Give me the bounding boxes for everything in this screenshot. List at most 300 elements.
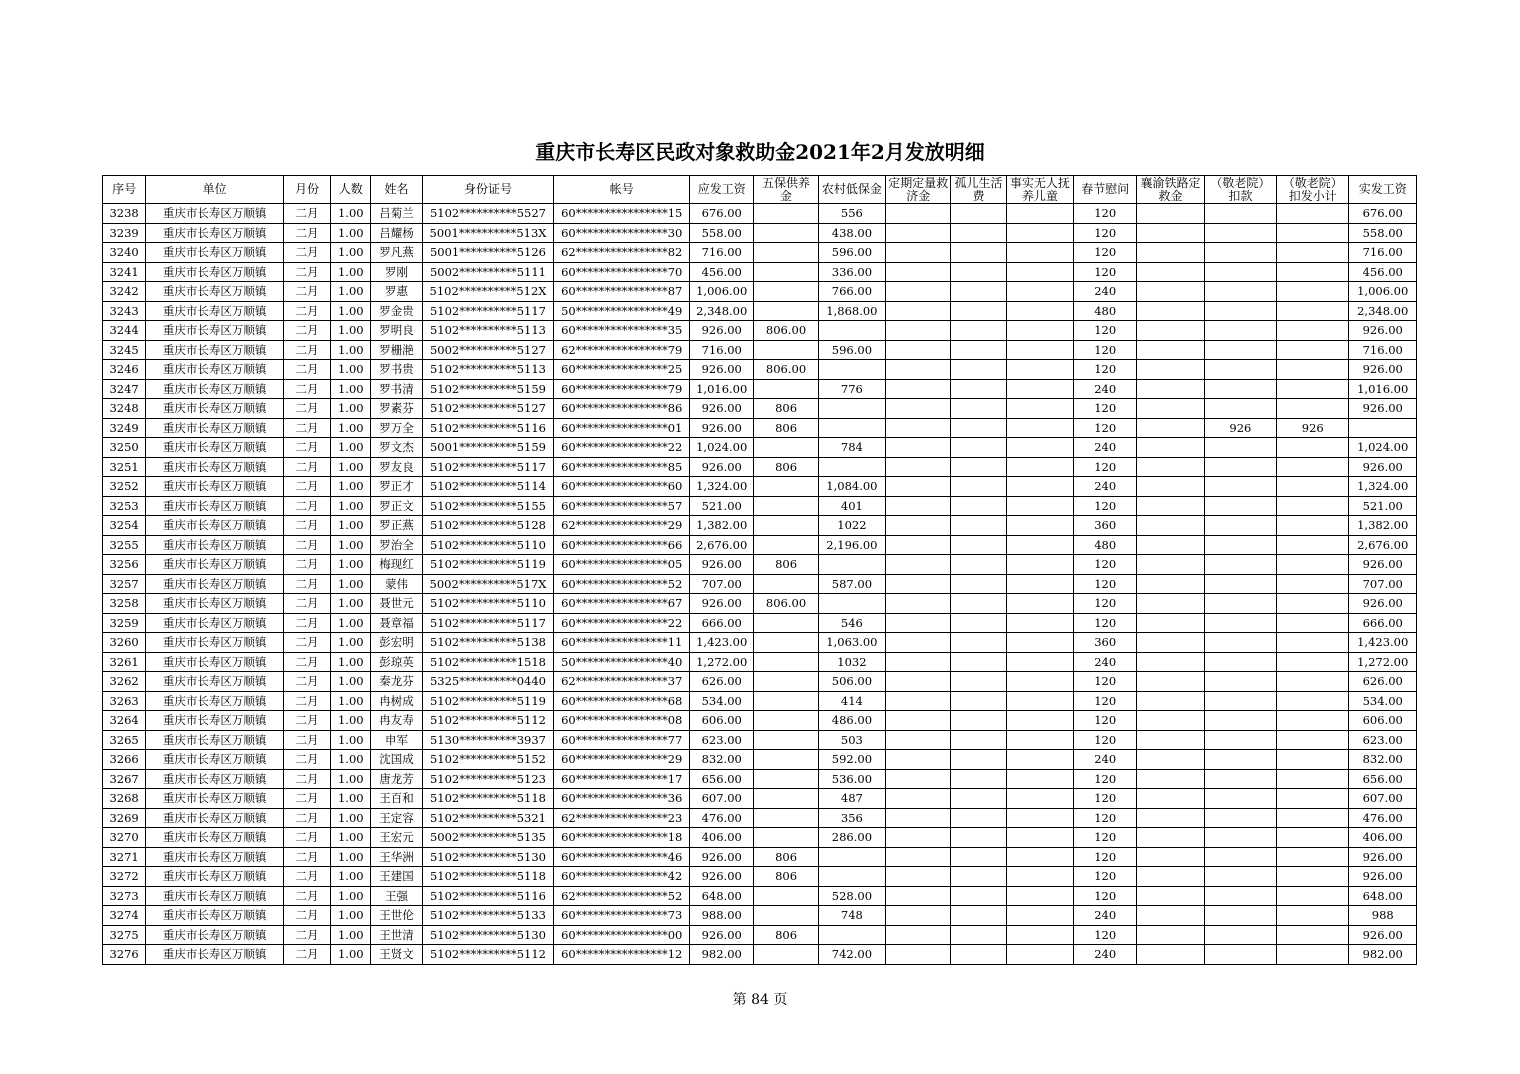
- table-row: [103, 574, 1417, 594]
- column-header: 五保供养金: [754, 176, 818, 204]
- table-cell: [1137, 730, 1204, 750]
- table-cell: [1137, 613, 1204, 633]
- table-cell: 3239: [103, 223, 146, 243]
- table-cell: 406.00: [690, 828, 754, 848]
- table-cell: [1277, 516, 1349, 536]
- table-cell: 60****************79: [554, 379, 690, 399]
- table-cell: 5002**********5111: [422, 262, 554, 282]
- table-cell: 596.00: [818, 243, 885, 263]
- table-cell: 重庆市长寿区万顺镇: [146, 750, 284, 770]
- table-cell: [1204, 808, 1276, 828]
- table-cell: 1,063.00: [818, 633, 885, 653]
- table-cell: 3254: [103, 516, 146, 536]
- table-cell: 5102**********5138: [422, 633, 554, 653]
- table-cell: [1006, 301, 1073, 321]
- table-cell: 456.00: [690, 262, 754, 282]
- table-cell: [1204, 262, 1276, 282]
- table-cell: 罗金贵: [371, 301, 422, 321]
- table-cell: 120: [1074, 457, 1137, 477]
- table-cell: [1006, 535, 1073, 555]
- table-cell: [1277, 808, 1349, 828]
- table-cell: [951, 672, 1006, 692]
- table-cell: 60****************22: [554, 438, 690, 458]
- table-cell: 1.00: [331, 750, 371, 770]
- table-cell: [951, 496, 1006, 516]
- table-cell: 776: [818, 379, 885, 399]
- table-cell: 二月: [283, 438, 330, 458]
- table-cell: [1006, 789, 1073, 809]
- table-cell: [1277, 262, 1349, 282]
- table-cell: [886, 750, 951, 770]
- table-cell: [1137, 477, 1204, 497]
- table-cell: 1,016.00: [690, 379, 754, 399]
- table-cell: 648.00: [1349, 886, 1417, 906]
- table-cell: 罗文杰: [371, 438, 422, 458]
- table-cell: 重庆市长寿区万顺镇: [146, 418, 284, 438]
- table-cell: 重庆市长寿区万顺镇: [146, 945, 284, 965]
- table-cell: 1.00: [331, 223, 371, 243]
- table-cell: [754, 945, 818, 965]
- table-cell: [886, 399, 951, 419]
- table-cell: 重庆市长寿区万顺镇: [146, 925, 284, 945]
- table-cell: 3259: [103, 613, 146, 633]
- table-cell: 120: [1074, 808, 1137, 828]
- table-cell: 414: [818, 691, 885, 711]
- table-cell: 716.00: [690, 340, 754, 360]
- table-cell: 1,423.00: [1349, 633, 1417, 653]
- table-cell: [1137, 457, 1204, 477]
- table-cell: 5102**********5155: [422, 496, 554, 516]
- table-cell: [951, 945, 1006, 965]
- table-cell: [1277, 789, 1349, 809]
- table-cell: 1.00: [331, 535, 371, 555]
- table-cell: 5102**********5113: [422, 321, 554, 341]
- table-cell: 重庆市长寿区万顺镇: [146, 769, 284, 789]
- table-cell: 3244: [103, 321, 146, 341]
- table-cell: [1277, 399, 1349, 419]
- table-cell: [1006, 886, 1073, 906]
- table-cell: 重庆市长寿区万顺镇: [146, 828, 284, 848]
- table-cell: [886, 711, 951, 731]
- table-cell: 3251: [103, 457, 146, 477]
- table-cell: [1137, 652, 1204, 672]
- table-cell: 唐龙芳: [371, 769, 422, 789]
- table-cell: 3245: [103, 340, 146, 360]
- table-row: [103, 730, 1417, 750]
- table-cell: [754, 828, 818, 848]
- table-cell: 重庆市长寿区万顺镇: [146, 789, 284, 809]
- table-cell: [886, 340, 951, 360]
- table-cell: [886, 886, 951, 906]
- column-header: 姓名: [371, 176, 422, 204]
- column-header: 农村低保金: [818, 176, 885, 204]
- table-cell: [1204, 750, 1276, 770]
- table-cell: [886, 789, 951, 809]
- table-cell: 62****************37: [554, 672, 690, 692]
- table-cell: [886, 906, 951, 926]
- table-cell: 5102**********5112: [422, 711, 554, 731]
- table-cell: 60****************52: [554, 574, 690, 594]
- table-cell: [886, 204, 951, 224]
- table-cell: [818, 399, 885, 419]
- table-cell: [951, 262, 1006, 282]
- table-cell: 806.00: [754, 594, 818, 614]
- table-cell: 120: [1074, 496, 1137, 516]
- table-cell: 5102**********5114: [422, 477, 554, 497]
- table-cell: 1.00: [331, 613, 371, 633]
- table-cell: 480: [1074, 535, 1137, 555]
- table-cell: 5102**********5110: [422, 594, 554, 614]
- table-cell: 1.00: [331, 438, 371, 458]
- table-cell: 3257: [103, 574, 146, 594]
- table-cell: [754, 633, 818, 653]
- table-cell: 336.00: [818, 262, 885, 282]
- table-cell: [1204, 379, 1276, 399]
- table-cell: [1277, 711, 1349, 731]
- table-cell: 982.00: [1349, 945, 1417, 965]
- table-cell: 2,348.00: [690, 301, 754, 321]
- table-cell: [1137, 769, 1204, 789]
- table-cell: [1006, 672, 1073, 692]
- table-row: [103, 945, 1417, 965]
- table-cell: 62****************29: [554, 516, 690, 536]
- table-cell: 240: [1074, 945, 1137, 965]
- table-cell: [886, 594, 951, 614]
- table-row: [103, 418, 1417, 438]
- column-header: 身份证号: [422, 176, 554, 204]
- table-cell: [951, 418, 1006, 438]
- table-cell: [754, 379, 818, 399]
- table-cell: 120: [1074, 867, 1137, 887]
- table-cell: [1277, 672, 1349, 692]
- table-cell: [1006, 574, 1073, 594]
- table-cell: [1137, 750, 1204, 770]
- table-cell: [1137, 672, 1204, 692]
- table-row: [103, 457, 1417, 477]
- table-cell: 3267: [103, 769, 146, 789]
- table-cell: [1006, 750, 1073, 770]
- table-cell: [1204, 906, 1276, 926]
- table-cell: 王世伦: [371, 906, 422, 926]
- table-cell: [886, 516, 951, 536]
- table-cell: 彭琼英: [371, 652, 422, 672]
- table-cell: [754, 613, 818, 633]
- table-cell: 60****************87: [554, 282, 690, 302]
- table-cell: [818, 457, 885, 477]
- table-cell: 60****************86: [554, 399, 690, 419]
- table-cell: 二月: [283, 262, 330, 282]
- table-cell: 806: [754, 418, 818, 438]
- table-cell: 401: [818, 496, 885, 516]
- table-cell: [886, 925, 951, 945]
- table-row: [103, 750, 1417, 770]
- table-cell: 120: [1074, 847, 1137, 867]
- table-cell: 二月: [283, 808, 330, 828]
- table-cell: [886, 360, 951, 380]
- table-cell: 重庆市长寿区万顺镇: [146, 360, 284, 380]
- table-cell: 罗正才: [371, 477, 422, 497]
- table-cell: [754, 204, 818, 224]
- table-cell: 676.00: [690, 204, 754, 224]
- table-cell: [951, 399, 1006, 419]
- table-row: [103, 808, 1417, 828]
- table-cell: [1277, 867, 1349, 887]
- table-cell: [1137, 535, 1204, 555]
- table-cell: [1204, 457, 1276, 477]
- column-header: 定期定量救济金: [886, 176, 951, 204]
- table-cell: [1137, 555, 1204, 575]
- table-cell: [1137, 340, 1204, 360]
- table-cell: 5130**********3937: [422, 730, 554, 750]
- table-cell: 60****************67: [554, 594, 690, 614]
- table-row: [103, 886, 1417, 906]
- table-cell: [886, 243, 951, 263]
- table-cell: 1.00: [331, 379, 371, 399]
- table-cell: [1204, 613, 1276, 633]
- table-cell: 5102**********5118: [422, 789, 554, 809]
- table-cell: 707.00: [1349, 574, 1417, 594]
- table-cell: 3240: [103, 243, 146, 263]
- table-cell: [754, 262, 818, 282]
- table-cell: [1277, 613, 1349, 633]
- table-cell: [1006, 496, 1073, 516]
- table-cell: 926: [1277, 418, 1349, 438]
- table-cell: 120: [1074, 574, 1137, 594]
- table-cell: [1204, 477, 1276, 497]
- table-cell: 5001**********5126: [422, 243, 554, 263]
- table-cell: [1137, 418, 1204, 438]
- table-cell: 二月: [283, 769, 330, 789]
- table-cell: 60****************60: [554, 477, 690, 497]
- table-cell: [1006, 282, 1073, 302]
- table-cell: 926.00: [1349, 925, 1417, 945]
- column-header: 序号: [103, 176, 146, 204]
- table-cell: 5102**********5152: [422, 750, 554, 770]
- table-cell: [1006, 867, 1073, 887]
- table-cell: 534.00: [690, 691, 754, 711]
- table-cell: [1277, 457, 1349, 477]
- table-cell: 1,006.00: [1349, 282, 1417, 302]
- table-cell: [886, 691, 951, 711]
- table-cell: 1.00: [331, 262, 371, 282]
- table-cell: [951, 555, 1006, 575]
- table-cell: 重庆市长寿区万顺镇: [146, 633, 284, 653]
- table-cell: 926.00: [690, 555, 754, 575]
- table-cell: 重庆市长寿区万顺镇: [146, 613, 284, 633]
- table-cell: 二月: [283, 496, 330, 516]
- table-cell: 二月: [283, 867, 330, 887]
- table-cell: 926.00: [690, 418, 754, 438]
- table-cell: [1137, 282, 1204, 302]
- table-cell: 120: [1074, 204, 1137, 224]
- table-row: [103, 672, 1417, 692]
- table-cell: [886, 477, 951, 497]
- table-cell: [1006, 418, 1073, 438]
- table-cell: [754, 730, 818, 750]
- table-cell: 3269: [103, 808, 146, 828]
- table-cell: 480: [1074, 301, 1137, 321]
- table-cell: [1277, 574, 1349, 594]
- table-cell: 60****************85: [554, 457, 690, 477]
- table-cell: 60****************01: [554, 418, 690, 438]
- table-cell: 1032: [818, 652, 885, 672]
- table-cell: [1137, 789, 1204, 809]
- table-cell: 606.00: [1349, 711, 1417, 731]
- table-cell: 二月: [283, 886, 330, 906]
- table-cell: 重庆市长寿区万顺镇: [146, 340, 284, 360]
- table-cell: [951, 243, 1006, 263]
- table-cell: 1,272.00: [1349, 652, 1417, 672]
- table-cell: [1137, 204, 1204, 224]
- table-cell: 5102**********5321: [422, 808, 554, 828]
- table-cell: 62****************79: [554, 340, 690, 360]
- table-cell: 60****************18: [554, 828, 690, 848]
- table-cell: [951, 379, 1006, 399]
- table-cell: 重庆市长寿区万顺镇: [146, 477, 284, 497]
- table-cell: 1.00: [331, 808, 371, 828]
- table-cell: [951, 457, 1006, 477]
- table-cell: [1204, 789, 1276, 809]
- table-cell: 486.00: [818, 711, 885, 731]
- table-cell: 重庆市长寿区万顺镇: [146, 438, 284, 458]
- table-cell: 926.00: [1349, 867, 1417, 887]
- table-cell: [754, 886, 818, 906]
- table-cell: [754, 477, 818, 497]
- table-cell: 1,016.00: [1349, 379, 1417, 399]
- table-cell: [754, 789, 818, 809]
- table-cell: 2,348.00: [1349, 301, 1417, 321]
- table-row: [103, 769, 1417, 789]
- table-row: [103, 243, 1417, 263]
- table-cell: 1.00: [331, 477, 371, 497]
- table-cell: [1137, 828, 1204, 848]
- table-cell: 607.00: [1349, 789, 1417, 809]
- table-cell: 王强: [371, 886, 422, 906]
- table-cell: 申军: [371, 730, 422, 750]
- table-cell: 1,382.00: [690, 516, 754, 536]
- table-cell: 926.00: [690, 360, 754, 380]
- table-cell: [1137, 691, 1204, 711]
- table-row: [103, 438, 1417, 458]
- table-cell: 806: [754, 847, 818, 867]
- table-cell: [951, 808, 1006, 828]
- table-cell: [754, 711, 818, 731]
- table-cell: 716.00: [1349, 243, 1417, 263]
- table-cell: [951, 321, 1006, 341]
- table-cell: [1137, 847, 1204, 867]
- table-cell: 60****************12: [554, 945, 690, 965]
- table-cell: 926.00: [690, 847, 754, 867]
- table-cell: 1.00: [331, 711, 371, 731]
- table-cell: 592.00: [818, 750, 885, 770]
- table-row: [103, 906, 1417, 926]
- table-cell: 528.00: [818, 886, 885, 906]
- table-cell: 1022: [818, 516, 885, 536]
- table-cell: [886, 321, 951, 341]
- table-cell: 3256: [103, 555, 146, 575]
- page-title: 重庆市长寿区民政对象救助金2021年2月发放明细: [535, 140, 985, 164]
- table-cell: [951, 750, 1006, 770]
- table-cell: 926.00: [690, 925, 754, 945]
- table-cell: 二月: [283, 340, 330, 360]
- table-cell: 2,676.00: [1349, 535, 1417, 555]
- table-row: [103, 555, 1417, 575]
- table-cell: [754, 535, 818, 555]
- table-cell: 3252: [103, 477, 146, 497]
- table-cell: [754, 438, 818, 458]
- table-cell: 558.00: [1349, 223, 1417, 243]
- table-cell: 456.00: [1349, 262, 1417, 282]
- table-cell: [951, 340, 1006, 360]
- table-cell: 521.00: [1349, 496, 1417, 516]
- table-cell: 重庆市长寿区万顺镇: [146, 262, 284, 282]
- table-row: [103, 204, 1417, 224]
- table-cell: 1.00: [331, 925, 371, 945]
- table-cell: [818, 594, 885, 614]
- header-row: [103, 176, 1417, 204]
- table-cell: [1204, 321, 1276, 341]
- table-cell: 120: [1074, 321, 1137, 341]
- table-cell: 5325**********0440: [422, 672, 554, 692]
- table-cell: 1,024.00: [690, 438, 754, 458]
- table-cell: 3250: [103, 438, 146, 458]
- table-row: [103, 282, 1417, 302]
- table-cell: 120: [1074, 555, 1137, 575]
- table-cell: [1204, 594, 1276, 614]
- table-cell: [1137, 574, 1204, 594]
- table-cell: 1,006.00: [690, 282, 754, 302]
- table-cell: [754, 282, 818, 302]
- table-cell: [818, 360, 885, 380]
- table-cell: [1006, 243, 1073, 263]
- table-cell: [951, 477, 1006, 497]
- table-cell: 60****************68: [554, 691, 690, 711]
- table-cell: 罗素芬: [371, 399, 422, 419]
- table-cell: 2,196.00: [818, 535, 885, 555]
- table-cell: 1.00: [331, 418, 371, 438]
- table-cell: 罗书清: [371, 379, 422, 399]
- table-cell: [1204, 399, 1276, 419]
- table-cell: 1.00: [331, 633, 371, 653]
- table-cell: 王建国: [371, 867, 422, 887]
- table-cell: 冉树成: [371, 691, 422, 711]
- table-cell: 3265: [103, 730, 146, 750]
- column-header: 人数: [331, 176, 371, 204]
- table-cell: [754, 243, 818, 263]
- table-cell: 3264: [103, 711, 146, 731]
- table-cell: 988: [1349, 906, 1417, 926]
- table-cell: 806: [754, 925, 818, 945]
- table-cell: 766.00: [818, 282, 885, 302]
- table-cell: [1204, 711, 1276, 731]
- table-cell: 3253: [103, 496, 146, 516]
- table-cell: 3258: [103, 594, 146, 614]
- table-cell: 二月: [283, 379, 330, 399]
- table-cell: 二月: [283, 789, 330, 809]
- table-cell: [951, 730, 1006, 750]
- table-cell: [1006, 399, 1073, 419]
- table-cell: [754, 906, 818, 926]
- table-cell: 1.00: [331, 847, 371, 867]
- table-cell: 1.00: [331, 555, 371, 575]
- table-cell: 120: [1074, 925, 1137, 945]
- table-cell: 546: [818, 613, 885, 633]
- table-cell: 5102**********5119: [422, 555, 554, 575]
- table-cell: [951, 360, 1006, 380]
- table-cell: [951, 906, 1006, 926]
- table-cell: [886, 301, 951, 321]
- table-row: [103, 613, 1417, 633]
